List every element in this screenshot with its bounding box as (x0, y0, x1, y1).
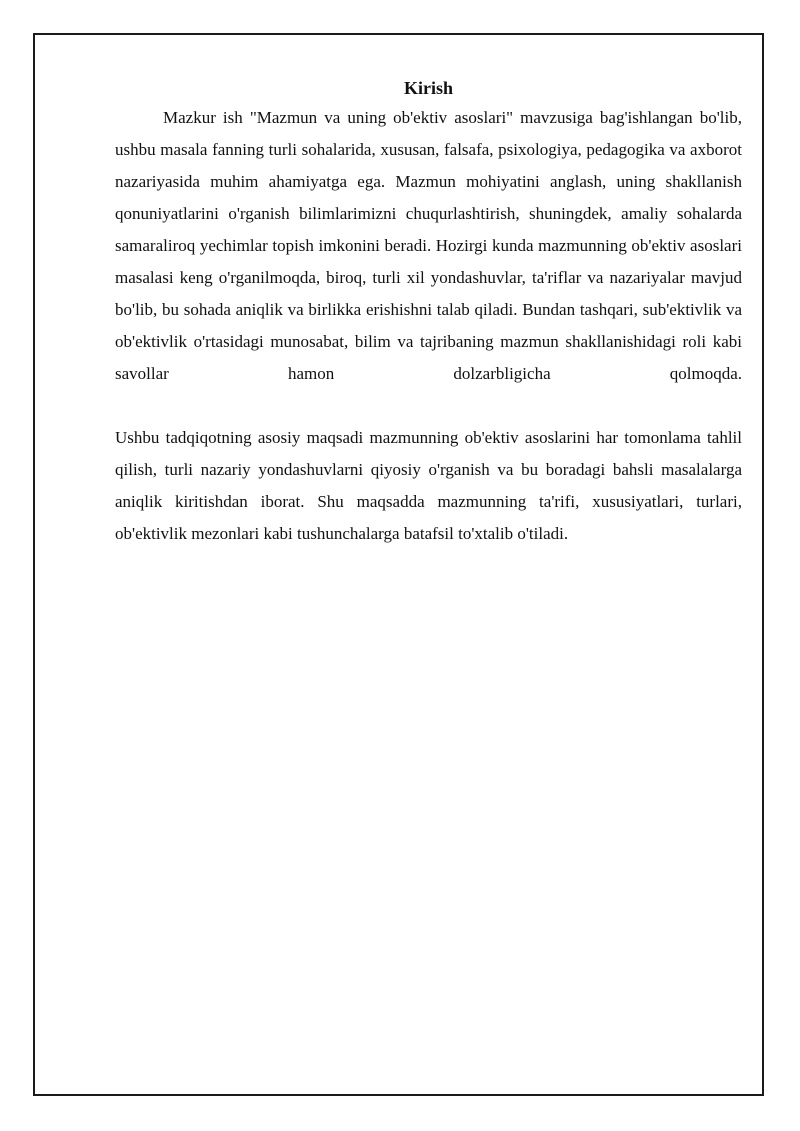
document-body (115, 74, 742, 550)
paragraph-intro: Mazkur ish "Mazmun va uning ob'ektiv asoslari" mavzusiga bag'ishlangan bo'lib, ushbu masala fanning turli sohalarida, xususan, falsafa, psixologiya, pedagogika va axborot nazariyasida muhim ahamiyatga ega. Mazmun mohiyatini anglash, uning shakllanish qonuniyatlarini o'rganish bilimlarimizni chuqurlashtirish, shuningdek, amaliy sohalarda samaraliroq yechimlar topish imkonini beradi. Hozirgi kunda mazmunning ob'ektiv asoslari masalasi keng o'rganilmoqda, biroq, turli xil yondashuvlar, ta'riflar va nazariyalar mavjud bo'lib, bu sohada aniqlik va birlikka erishishni talab qiladi. Bundan tashqari, sub'ektivlik va ob'ektivlik o'rtasidagi munosabat, bilim va tajribaning mazmun shakllanishidagi roli kabi savollar hamon dolzarbligicha qolmoqda. (115, 108, 742, 383)
document-title: Kirish (403, 78, 453, 98)
paragraph-aim: Ushbu tadqiqotning asosiy maqsadi mazmunning ob'ektiv asoslarini har tomonlama tahlil qilish, turli nazariy yondashuvlarni qiyosiy o'rganish va bu boradagi bahsli masalalarga aniqlik kiritishdan iborat. Shu maqsadda mazmunning ta'rifi, xususiyatlari, turlari, ob'ektivlik mezonlari kabi tushunchalarga batafsil to'xtalib o'tiladi. (115, 428, 742, 543)
paragraph-spacer (115, 390, 742, 422)
